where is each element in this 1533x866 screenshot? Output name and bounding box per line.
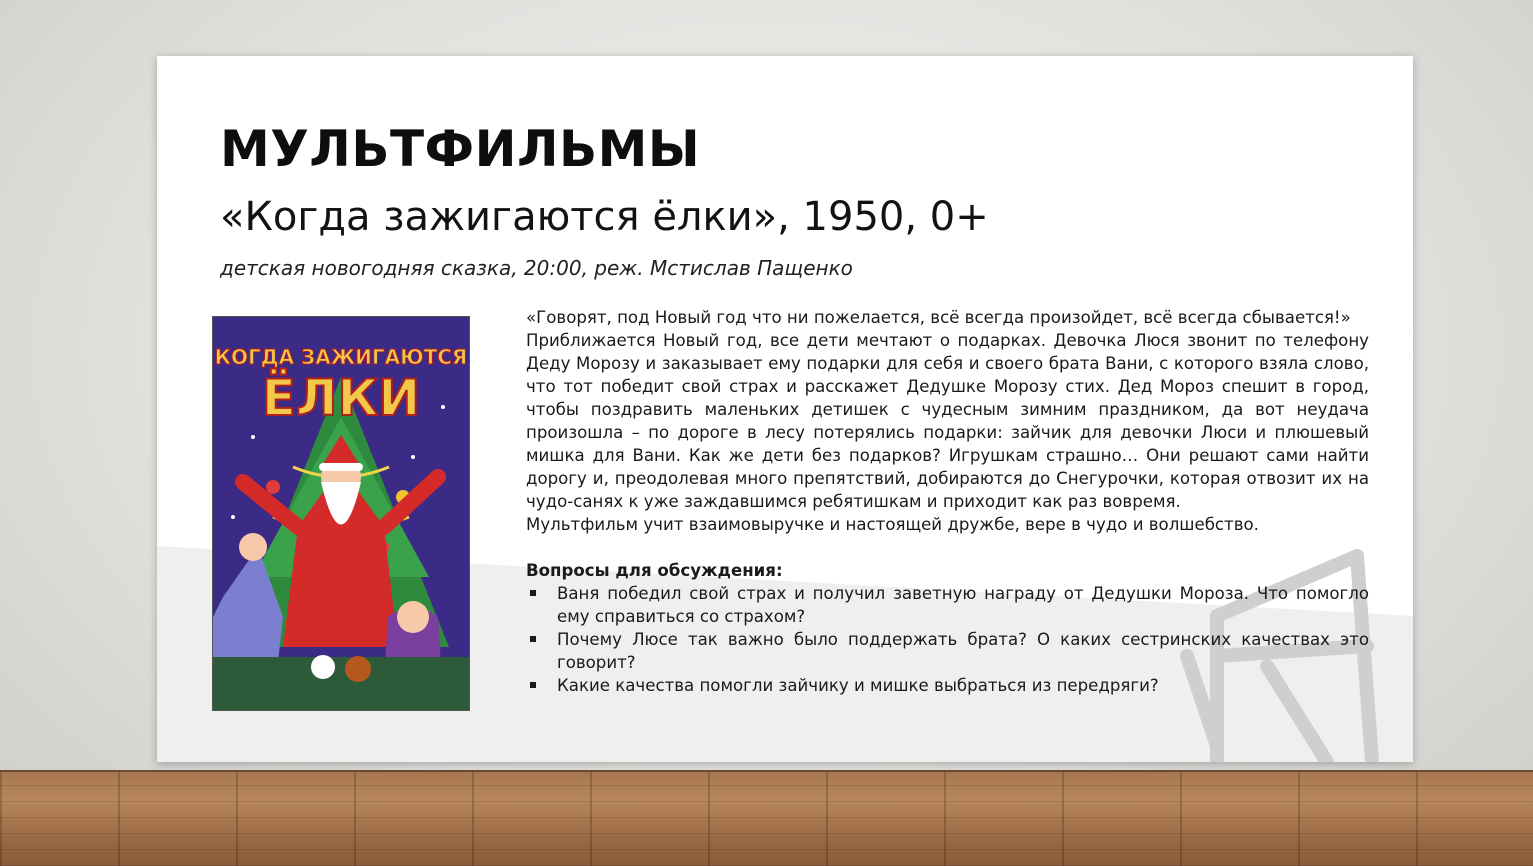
bullet-icon bbox=[530, 682, 536, 688]
film-title: «Когда зажигаются ёлки», 1950, 0+ bbox=[220, 194, 989, 240]
slide bbox=[157, 56, 1413, 762]
bullet-icon bbox=[530, 590, 536, 596]
poster-title-line1: КОГДА ЗАЖИГАЮТСЯ bbox=[214, 345, 468, 369]
poster-title-line2: ЁЛКИ bbox=[261, 369, 421, 427]
wooden-floor bbox=[0, 770, 1533, 866]
question-item bbox=[526, 674, 1369, 697]
film-meta: детская новогодняя сказка, 20:00, реж. Мстислав Пащенко bbox=[220, 256, 853, 280]
question-item bbox=[526, 582, 1369, 628]
question-text: Какие качества помогли зайчику и мишке выбраться из передряги? bbox=[557, 676, 1159, 695]
film-poster-image bbox=[212, 316, 470, 711]
description-plot: Приближается Новый год, все дети мечтают о подарках. Девочка Люся звонит по телефону Деду Морозу и заказывает ему подарки для себя и своего брата Вани, с которого взяла слово, что тот победит свой страх и расскажет Дедушке Морозу стих. Дед Мороз спешит в город, чтобы поздравить маленьких детишек с чудесным зимним праздником, да вот неудача произошла – по дороге в лесу потерялись подарки: зайчик для девочки Люси и плюшевый мишка для Вани. Как же дети без подарков? Игрушкам страшно… Они решают сами найти дорогу и, преодолевая много препятствий, добираются до Снегурочки, которая отвозит их на чудо-санях к уже заждавшимся ребятишкам и приходит как раз вовремя. bbox=[526, 331, 1369, 511]
questions-title: Вопросы для обсуждения: bbox=[526, 561, 783, 580]
page-title: МУЛЬТФИЛЬМЫ bbox=[220, 120, 701, 178]
description-moral: Мультфильм учит взаимовыручке и настоящей дружбе, вере в чудо и волшебство. bbox=[526, 515, 1259, 534]
bullet-icon bbox=[530, 636, 536, 642]
questions-list bbox=[526, 582, 1369, 697]
question-item bbox=[526, 628, 1369, 674]
film-description bbox=[526, 306, 1369, 697]
question-text: Ваня победил свой страх и получил заветную награду от Дедушки Мороза. Что помогло ему справиться со страхом? bbox=[557, 584, 1369, 626]
description-quote: «Говорят, под Новый год что ни пожелается, всё всегда произойдет, всё всегда сбывается!» bbox=[526, 308, 1351, 327]
question-text: Почему Люсе так важно было поддержать брата? О каких сестринских качествах это говорит? bbox=[557, 630, 1369, 672]
